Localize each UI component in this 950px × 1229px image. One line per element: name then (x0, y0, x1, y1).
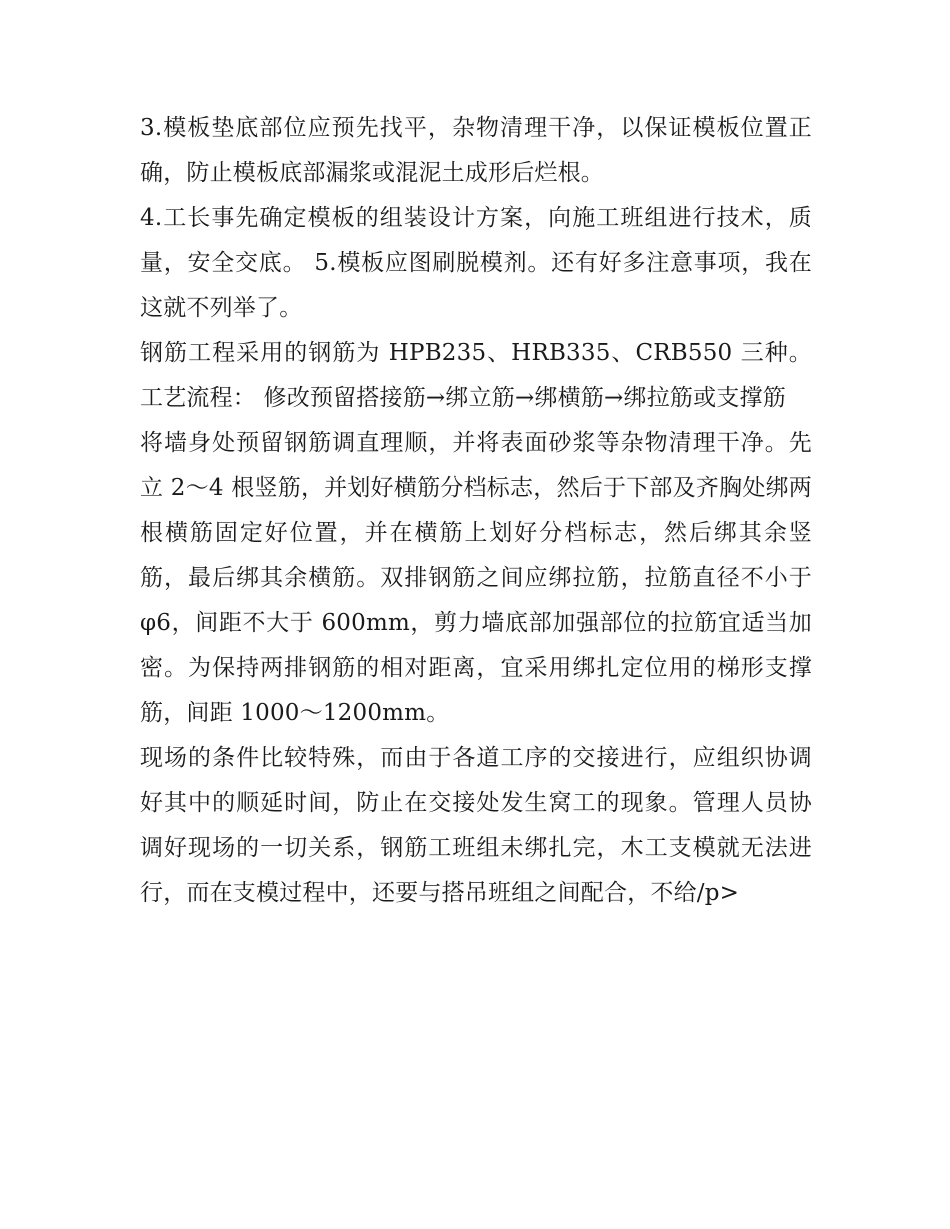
paragraph-site-coordination: 现场的条件比较特殊，而由于各道工序的交接进行，应组织协调好其中的顺延时间，防止在交接处发生窝工的现象。管理人员协调好现场的一切关系，钢筋工班组未绑扎完，木工支模就无法进行，而在支模过程中，还要与搭吊班组之间配合，不给/p> (140, 745, 812, 906)
paragraph-formwork-leveling: 3.模板垫底部位应预先找平，杂物清理干净，以保证模板位置正确，防止模板底部漏浆或混泥土成形后烂根。 (140, 115, 812, 186)
paragraph-formwork-design: 4.工长事先确定模板的组装设计方案，向施工班组进行技术，质量，安全交底。 5.模板应图刷脱模剂。还有好多注意事项，我在这就不列举了。 (140, 205, 812, 321)
paragraph-rebar-process: 钢筋工程采用的钢筋为 HPB235、HRB335、CRB550 三种。 工艺流程： 修改预留搭接筋→绑立筋→绑横筋→绑拉筋或支撑筋 (140, 340, 812, 411)
paragraph-rebar-binding: 将墙身处预留钢筋调直理顺，并将表面砂浆等杂物清理干净。先立 2～4 根竖筋，并划好横筋分档标志，然后于下部及齐胸处绑两根横筋固定好位置，并在横筋上划好分档标志，然后绑其余竖筋，最后绑其余横筋。双排钢筋之间应绑拉筋，拉筋直径不小于 φ6，间距不大于 600mm，剪力墙底部加强部位的拉筋宜适当加密。为保持两排钢筋的相对距离，宜采用绑扎定位用的梯形支撑筋，间距 1000～1200mm。 (140, 430, 812, 726)
document-body (140, 106, 812, 916)
